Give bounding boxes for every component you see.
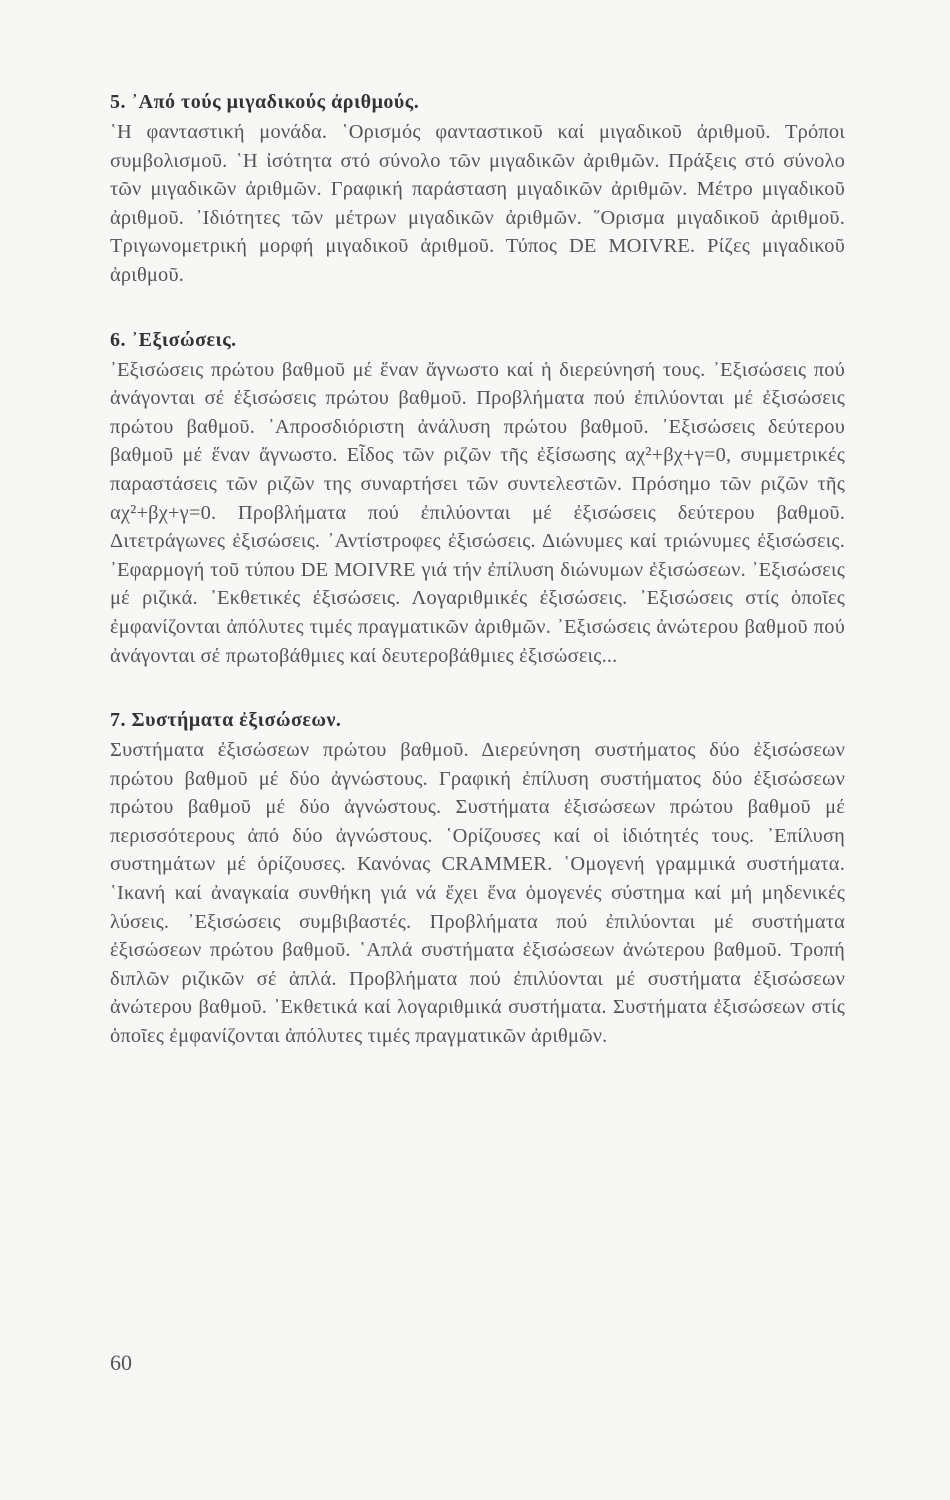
section-body: ῾Η φανταστική μονάδα. ῾Ορισμός φανταστικοῦ καί μιγαδικοῦ ἀριθμοῦ. Τρόποι συμβολισμοῦ. ῾Η ἰσότητα στό σύνολο τῶν μιγαδικῶν ἀριθμῶν. Πράξεις στό σύνολο τῶν μιγαδικῶν ἀριθμῶν. Γραφική παράσταση μιγαδικῶν ἀριθμῶν. Μέτρο μιγαδικοῦ ἀριθμοῦ. ᾿Ιδιότητες τῶν μέτρων μιγαδικῶν ἀριθμῶν. ῞Ορισμα μιγαδικοῦ ἀριθμοῦ. Τριγωνομετρική μορφή μιγαδικοῦ ἀριθμοῦ. Τύπος DE MOIVRE. Ρίζες μιγαδικοῦ ἀριθμοῦ. bbox=[110, 121, 845, 286]
section-body: ᾿Εξισώσεις πρώτου βαθμοῦ μέ ἕναν ἄγνωστο καί ἡ διερεύνησή τους. ᾿Εξισώσεις πού ἀνάγονται σέ ἐξισώσεις πρώτου βαθμοῦ. Προβλήματα πού ἐπιλύονται μέ ἐξισώσεις πρώτου βαθμοῦ. ᾿Απροσδιόριστη ἀνάλυση πρώτου βαθμοῦ. ᾿Εξισώσεις δεύτερου βαθμοῦ μέ ἕναν ἄγνωστο. Εἶδος τῶν ριζῶν τῆς ἐξίσωσης αχ²+βχ+γ=0, συμμετρικές παραστάσεις τῶν ριζῶν της συναρτήσει τῶν συντελεστῶν. Πρόσημο τῶν ριζῶν τῆς αχ²+βχ+γ=0. Προβλήματα πού ἐπιλύονται μέ ἐξισώσεις δεύτερου βαθμοῦ. Διτετράγωνες ἐξισώσεις. ᾿Αντίστροφες ἐξισώσεις. Διώνυμες καί τριώνυμες ἐξισώσεις. ᾿Εφαρμογή τοῦ τύπου DE MOIVRE γιά τήν ἐπίλυση διώνυμων ἐξισώσεων. ᾿Εξισώσεις μέ ριζικά. ᾿Εκθετικές ἐξισώσεις. Λογαριθμικές ἐξισώσεις. ᾿Εξισώσεις στίς ὁποῖες ἐμφανίζονται ἀπόλυτες τιμές πραγματικῶν ἀριθμῶν. ᾿Εξισώσεις ἀνώτερου βαθμοῦ πού ἀνάγονται σέ πρωτοβάθμιες καί δευτεροβάθμιες ἐξισώσεις... bbox=[110, 358, 845, 667]
section-heading: 7. Συστήματα ἐξισώσεων. bbox=[110, 709, 342, 732]
section-equations bbox=[110, 326, 845, 671]
section-heading: 5. ᾿Από τούς μιγαδικούς ἀριθμούς. bbox=[110, 91, 420, 113]
page-content bbox=[110, 88, 845, 1087]
section-complex-numbers bbox=[110, 88, 845, 290]
section-systems-of-equations bbox=[110, 706, 845, 1051]
section-heading: 6. ᾿Εξισώσεις. bbox=[110, 328, 237, 351]
page-number: 60 bbox=[110, 1350, 132, 1375]
section-body: Συστήματα ἐξισώσεων πρώτου βαθμοῦ. Διερεύνηση συστήματος δύο ἐξισώσεων πρώτου βαθμοῦ μέ δύο ἀγνώστους. Γραφική ἐπίλυση συστήματος δύο ἐξισώσεων πρώτου βαθμοῦ μέ δύο ἀγνώστους. Συστήματα ἐξισώσεων πρώτου βαθμοῦ μέ περισσότερους ἀπό δύο ἀγνώστους. ῾Ορίζουσες καί οἱ ἰδιότητές τους. ᾿Επίλυση συστημάτων μέ ὁρίζουσες. Κανόνας CRAMMER. ῾Ομογενή γραμμικά συστήματα. ῾Ικανή καί ἀναγκαία συνθήκη γιά νά ἔχει ἕνα ὁμογενές σύστημα καί μή μηδενικές λύσεις. ᾿Εξισώσεις συμβιβαστές. Προβλήματα πού ἐπιλύονται μέ συστήματα ἐξισώσεων πρώτου βαθμοῦ. ῾Απλά συστήματα ἐξισώσεων ἀνώτερου βαθμοῦ. Τροπή διπλῶν ριζικῶν σέ ἁπλά. Προβλήματα πού ἐπιλύονται μέ συστήματα ἐξισώσεων ἀνώτερου βαθμοῦ. ᾿Εκθετικά καί λογαριθμικά συστήματα. Συστήματα ἐξισώσεων στίς ὁποῖες ἐμφανίζονται ἀπόλυτες τιμές πραγματικῶν ἀριθμῶν. bbox=[110, 739, 845, 1048]
